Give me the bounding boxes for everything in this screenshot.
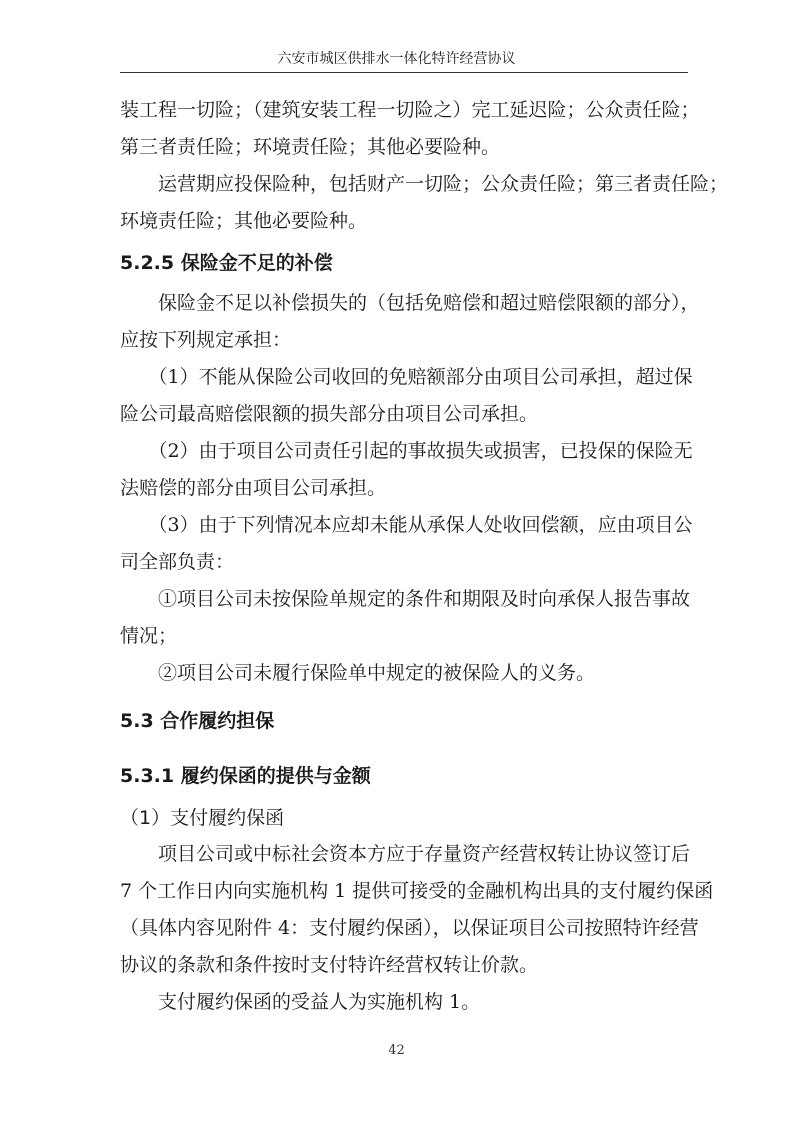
paragraph-line: 第三者责任险；环境责任险；其他必要险种。 — [120, 136, 501, 158]
paragraph-line: 法赔偿的部分由项目公司承担。 — [120, 477, 387, 499]
paragraph-line: ②项目公司未履行保险单中规定的被保险人的义务。 — [120, 662, 596, 684]
section-heading-5-2-5: 5.2.5 保险金不足的补偿 — [120, 252, 333, 274]
paragraph-line: （3）由于下列情况本应却未能从承保人处收回偿额，应由项目公 — [120, 514, 693, 536]
paragraph-line: 支付履约保函的受益人为实施机构 1。 — [120, 991, 481, 1013]
paragraph-line: 司全部负责： — [120, 551, 235, 573]
paragraph-line: 项目公司或中标社会资本方应于存量资产经营权转让协议签订后 — [120, 843, 691, 865]
page-number: 42 — [388, 1043, 405, 1058]
paragraph-line: （2）由于项目公司责任引起的事故损失或损害，已投保的保险无 — [120, 440, 693, 462]
subsection-heading: （1）支付履约保函 — [120, 807, 285, 829]
paragraph-line: 装工程一切险；（建筑安装工程一切险之）完工延迟险；公众责任险； — [120, 99, 700, 121]
paragraph-line: 应按下列规定承担： — [120, 329, 292, 351]
paragraph-line: （1）不能从保险公司收回的免赔额部分由项目公司承担，超过保 — [120, 366, 693, 388]
paragraph-line: 保险金不足以补偿损失的（包括免赔偿和超过赔偿限额的部分）， — [120, 292, 700, 314]
paragraph-line: 协议的条款和条件按时支付特许经营权转让价款。 — [120, 954, 539, 976]
running-header: 六安市城区供排水一体化特许经营协议 — [277, 51, 516, 67]
paragraph-line: （具体内容见附件 4：支付履约保函），以保证项目公司按照特许经营 — [120, 917, 699, 939]
section-heading-5-3-1: 5.3.1 履约保函的提供与金额 — [120, 765, 371, 787]
paragraph-line: 运营期应投保险种，包括财产一切险；公众责任险；第三者责任险； — [120, 173, 729, 195]
paragraph-line: 情况； — [120, 625, 178, 647]
header-divider — [120, 72, 688, 73]
section-heading-5-3: 5.3 合作履约担保 — [120, 710, 275, 732]
paragraph-line: 险公司最高赔偿限额的损失部分由项目公司承担。 — [120, 403, 539, 425]
paragraph-line: ①项目公司未按保险单规定的条件和期限及时向承保人报告事故 — [120, 588, 691, 610]
paragraph-line: 7 个工作日内向实施机构 1 提供可接受的金融机构出具的支付履约保函 — [120, 880, 714, 902]
paragraph-line: 环境责任险；其他必要险种。 — [120, 210, 368, 232]
